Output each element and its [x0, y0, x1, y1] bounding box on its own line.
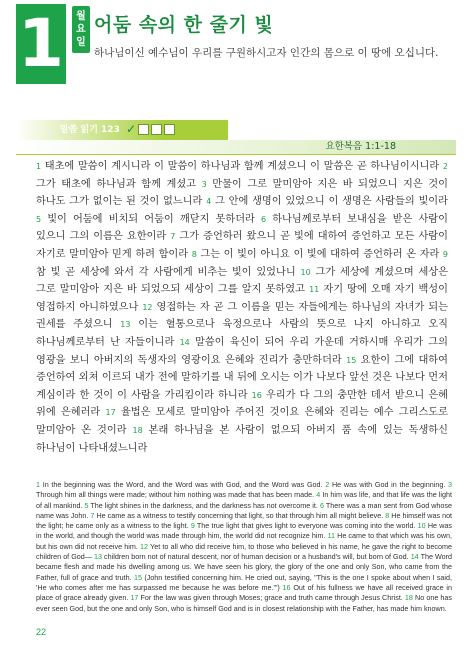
- day-number-block: 1: [16, 4, 66, 84]
- english-verse-text: The light shines in the darkness, and the darkness has not overcome it.: [90, 500, 318, 510]
- reading-checkbox-1[interactable]: [138, 124, 149, 135]
- passage-reference: 요한복음 1:1-18: [325, 141, 396, 152]
- korean-verse-text: 그는 이 빛이 아니요 이 빛에 대하여 증언하러 온 자라: [200, 248, 440, 260]
- korean-verse-number: 5: [36, 214, 42, 224]
- korean-verse-text: 그 안에 생명이 있었으니 이 생명은 사람들의 빛이라: [215, 196, 448, 208]
- korean-verse-text: 우리가 다 그의 충만한 데서 받으니 은혜 위에 은혜러라: [36, 389, 448, 419]
- english-verse-number: 5: [84, 500, 89, 510]
- korean-verse-text: 태초에 말씀이 계시니라 이 말씀이 하나님과 함께 계셨으니 이 말씀은 곧 하나님이시니라: [44, 161, 440, 172]
- english-verse-text: He came to that which was his own, but his own did not receive him.: [36, 531, 453, 551]
- reading-checkbox-2[interactable]: [151, 124, 162, 135]
- korean-verse-text: 그가 세상에 계셨으며 세상은 그로 말미암아 지은 바 되었으되 세상이 그를 알지 못하였고: [36, 266, 449, 296]
- english-verse-number: 15: [133, 572, 142, 582]
- english-verse-number: 8: [385, 510, 390, 520]
- english-passage: [36, 480, 452, 614]
- english-verse-text: The true light that gives light to everyone was coming into the world.: [196, 521, 416, 531]
- english-verse-number: 6: [319, 500, 324, 510]
- korean-verse-text: 말씀이 육신이 되어 우리 가운데 거하시매 우리가 그의 영광을 보니 아버지의 독생자의 영광이요 은혜와 진리가 충만하더라: [36, 336, 448, 366]
- korean-verse-text: 만물이 그로 말미암아 지은 바 되었으니 지은 것이 하나도 그가 없이는 된 것이 없느니라: [36, 178, 448, 208]
- korean-passage: [36, 158, 448, 457]
- english-verse-text: No one has ever seen God, but the one and only Son, who is himself God and is in closest relationship with the Father, has made him known.: [36, 593, 453, 613]
- korean-verse-number: 16: [251, 390, 262, 400]
- english-verse-text: children born not of natural descent, nor of human decision or a husband's will, but born of God.: [104, 552, 409, 562]
- korean-verse-text: 율법은 모세로 말미암아 주어진 것이요 은혜와 진리는 예수 그리스도로 말미암아 온 것이라: [36, 407, 448, 436]
- english-verse-number: 10: [417, 521, 426, 531]
- english-verse-text: Out of his fullness we have all received grace in place of grace already given.: [36, 582, 452, 603]
- reading-label: 말씀 읽기 123: [60, 125, 120, 135]
- english-verse-number: 3: [448, 480, 453, 489]
- english-verse-text: He was with God in the beginning.: [331, 480, 446, 489]
- english-verse-number: 18: [404, 593, 413, 603]
- english-verse-text: He himself was not the light; he came only as a witness to the light.: [36, 510, 453, 531]
- korean-verse-text: 요한이 그에 대하여 증언하여 외쳐 이르되 내가 전에 말하기를 내 뒤에 오시는 이가 나보다 앞선 것은 나보다 먼저 계심이라 한 것이 이 사람을 가리킴이라 하니라: [36, 354, 448, 401]
- korean-verse-text: 참 빛 곧 세상에 와서 각 사람에게 비추는 빛이 있었나니: [36, 266, 296, 278]
- check-icon: ✓: [126, 122, 137, 136]
- english-verse-number: 11: [327, 531, 336, 541]
- korean-verse-number: 7: [170, 232, 176, 242]
- english-verse-text: In him was life, and that life was the light of all mankind.: [36, 490, 452, 510]
- korean-verse-text: 영접하는 자 곧 그 이름을 믿는 자들에게는 하나님의 자녀가 되는 권세를 주셨으니: [36, 301, 448, 331]
- korean-verse-number: 17: [105, 408, 116, 418]
- day-label: 월요일: [72, 6, 90, 53]
- page-title: 어둠 속의 한 줄기 빛: [94, 14, 274, 36]
- reading-band: [16, 120, 228, 140]
- korean-verse-text: 그가 증언하러 왔으니 곧 빛에 대하여 증언하고 모든 사람이 자기로 말미암아 믿게 하려 함이라: [36, 231, 448, 260]
- korean-verse-number: 11: [309, 285, 320, 295]
- english-verse-text: For the law was given through Moses; grace and truth came through Jesus Christ.: [140, 593, 403, 603]
- korean-verse-number: 4: [206, 197, 212, 207]
- korean-verse-text: 본래 하나님을 본 사람이 없으되 아버지 품 속에 있는 독생하신 하나님이 나타내셨느니라: [36, 424, 448, 454]
- korean-verse-text: 하나님께로부터 보내심을 받은 사람이 있으니 그의 이름은 요한이라: [36, 213, 448, 243]
- divider: [16, 154, 456, 155]
- english-verse-number: 16: [282, 582, 291, 592]
- korean-verse-number: 2: [442, 162, 448, 171]
- korean-verse-number: 8: [191, 249, 197, 259]
- korean-verse-text: 그가 태초에 하나님과 함께 계셨고: [36, 178, 197, 190]
- english-verse-number: 14: [410, 552, 419, 562]
- english-verse-text: He came as a witness to testify concerning that light, so that through him all might believe.: [96, 510, 384, 520]
- english-verse-number: 12: [140, 541, 149, 551]
- english-verse-number: 7: [90, 510, 95, 520]
- english-verse-text: The Word became flesh and made his dwelling among us. We have seen his glory, the glory of the one and only Son, who came from the Father, full of grace and truth.: [36, 552, 453, 582]
- english-verse-text: He was in the world, and though the world was made through him, the world did not recognize him.: [36, 521, 453, 541]
- reading-checkbox-3[interactable]: [164, 124, 175, 135]
- korean-verse-text: 빛이 어둠에 비치되 어둠이 깨닫지 못하더라: [47, 213, 255, 225]
- english-verse-text: Yet to all who did receive him, to those who believed in his name, he gave the right to become children of God—: [36, 541, 452, 562]
- korean-verse-text: 이는 혈통으로나 육정으로나 사람의 뜻으로 나지 아니하고 오직 하나님께로부터 난 자들이니라: [36, 319, 448, 348]
- english-verse-number: 1: [36, 480, 40, 489]
- korean-verse-number: 1: [36, 162, 42, 171]
- korean-verse-number: 15: [346, 355, 357, 365]
- korean-verse-number: 10: [300, 267, 311, 277]
- english-verse-text: In the beginning was the Word, and the Word was with God, and the Word was God.: [42, 480, 323, 489]
- english-verse-text: (John testified concerning him. He cried out, saying, "This is the one I spoke about when I said, 'He who comes after me has surpassed me because he was before me.'"): [36, 572, 452, 592]
- korean-verse-number: 6: [260, 214, 267, 224]
- english-verse-text: Through him all things were made; without him nothing was made that has been made.: [36, 490, 315, 500]
- english-verse-number: 9: [190, 521, 195, 531]
- korean-verse-number: 3: [201, 179, 207, 189]
- english-verse-number: 13: [94, 552, 103, 562]
- korean-verse-number: 14: [179, 337, 190, 347]
- page-subtitle: 하나님이신 예수님이 우리를 구원하시고자 인간의 몸으로 이 땅에 오십니다.: [94, 47, 439, 59]
- english-verse-number: 4: [316, 490, 321, 500]
- korean-verse-number: 12: [142, 302, 153, 312]
- page-number: 22: [36, 627, 47, 637]
- english-verse-text: There was a man sent from God whose name was John.: [36, 500, 453, 520]
- english-verse-number: 17: [130, 593, 139, 603]
- korean-verse-number: 13: [120, 320, 131, 330]
- english-verse-number: 2: [325, 480, 330, 489]
- korean-verse-number: 18: [132, 425, 143, 435]
- korean-verse-text: 자기 땅에 오매 자기 백성이 영접하지 아니하였으나: [36, 284, 448, 313]
- korean-verse-number: 9: [442, 249, 448, 259]
